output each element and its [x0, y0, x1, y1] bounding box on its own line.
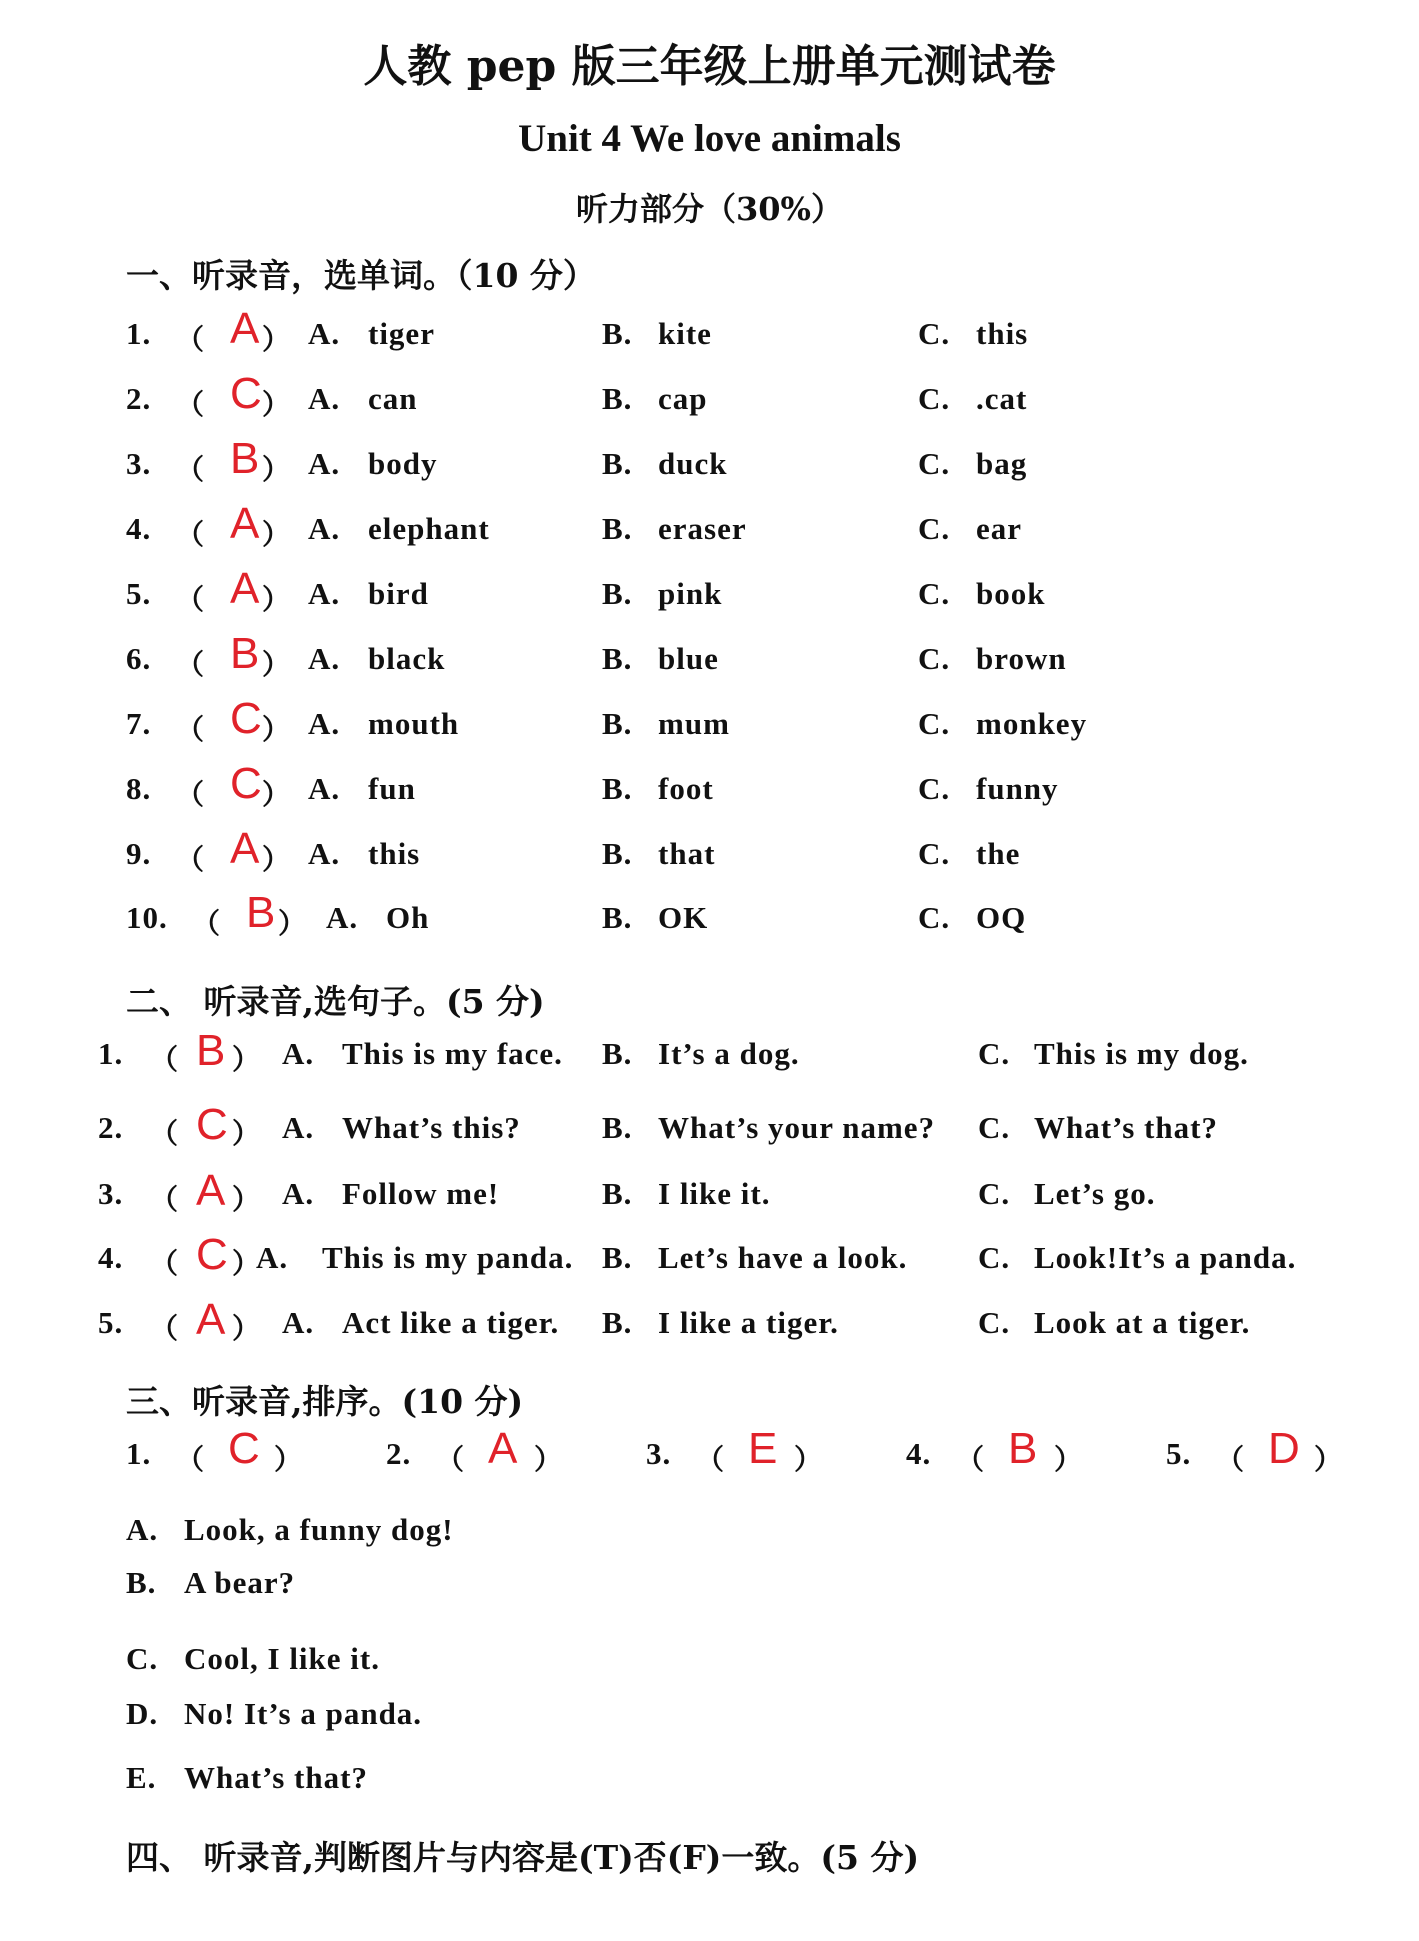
option-b-text: pink [658, 576, 723, 611]
option-a-label: A. [308, 446, 341, 481]
option-b-label: B. [602, 511, 633, 546]
answer-mark: B [230, 629, 260, 678]
option-a-label: A. [282, 1110, 315, 1145]
sequence-option-label: B. [126, 1565, 157, 1600]
open-paren: （ [150, 1247, 179, 1280]
close-paren: ） [232, 1117, 261, 1150]
section1-heading: 一、听录音，选单词。（10 分） [126, 256, 596, 295]
option-b-text: kite [658, 316, 712, 351]
open-paren: （ [176, 453, 205, 486]
close-paren: ） [262, 453, 291, 486]
option-a-label: A. [256, 1240, 289, 1275]
option-a-label: A. [308, 316, 341, 351]
option-a-label: A. [282, 1036, 315, 1071]
option-a-label: A. [308, 771, 341, 806]
sequence-option-label: A. [126, 1512, 159, 1547]
question-number: 4. [98, 1240, 124, 1275]
option-a-text: Act like a tiger. [342, 1305, 560, 1340]
option-c-text: brown [976, 641, 1067, 676]
open-paren: （ [176, 583, 205, 616]
option-b-label: B. [602, 836, 633, 871]
question-number: 9. [126, 836, 152, 871]
answer-mark: A [230, 824, 260, 873]
option-a-label: A. [282, 1305, 315, 1340]
option-b-label: B. [602, 641, 633, 676]
option-c-text: ear [976, 511, 1023, 546]
option-c-label: C. [978, 1176, 1011, 1211]
option-a-label: A. [308, 706, 341, 741]
option-a-text: elephant [368, 511, 490, 546]
close-paren: ） [232, 1183, 261, 1216]
question-number: 2. [98, 1110, 124, 1145]
option-b-label: B. [602, 316, 633, 351]
sequence-option-label: C. [126, 1641, 159, 1676]
option-c-label: C. [978, 1036, 1011, 1071]
question-number: 6. [126, 641, 152, 676]
answer-mark: E [748, 1424, 778, 1473]
open-paren: （ [176, 843, 205, 876]
option-c-label: C. [918, 381, 951, 416]
option-c-label: C. [918, 706, 951, 741]
sequence-option-text: Cool, I like it. [184, 1641, 380, 1676]
close-paren: ） [1314, 1443, 1343, 1476]
open-paren: （ [956, 1443, 985, 1476]
option-c-label: C. [918, 641, 951, 676]
open-paren: （ [176, 713, 205, 746]
option-b-text: that [658, 836, 716, 871]
open-paren: （ [150, 1312, 179, 1345]
option-b-label: B. [602, 706, 633, 741]
option-b-label: B. [602, 381, 633, 416]
question-number: 5. [98, 1305, 124, 1340]
section4-heading: 四、 听录音,判断图片与内容是(T)否(F)一致。(5 分) [126, 1838, 920, 1877]
sequence-option-text: What’s that? [184, 1760, 368, 1795]
question-number: 2. [126, 381, 152, 416]
sequence-option-label: E. [126, 1760, 157, 1795]
answer-mark: C [230, 369, 262, 418]
option-b-text: It’s a dog. [658, 1036, 800, 1071]
option-c-text: funny [976, 771, 1059, 806]
option-b-label: B. [602, 1176, 633, 1211]
answer-mark: A [196, 1295, 226, 1344]
open-paren: （ [1216, 1443, 1245, 1476]
option-a-text: black [368, 641, 446, 676]
answer-mark: B [246, 888, 276, 937]
option-b-label: B. [602, 576, 633, 611]
answer-mark: C [228, 1424, 260, 1473]
close-paren: ） [1054, 1443, 1083, 1476]
option-a-label: A. [308, 511, 341, 546]
option-b-label: B. [602, 900, 633, 935]
question-number: 4. [126, 511, 152, 546]
option-c-label: C. [918, 576, 951, 611]
option-c-label: C. [918, 836, 951, 871]
close-paren: ） [262, 583, 291, 616]
close-paren: ） [534, 1443, 563, 1476]
option-b-label: B. [602, 771, 633, 806]
option-a-text: This is my panda. [322, 1240, 574, 1275]
option-c-text: Look at a tiger. [1034, 1305, 1251, 1340]
close-paren: ） [262, 518, 291, 551]
answer-mark: A [196, 1166, 226, 1215]
option-c-text: Look!It’s a panda. [1034, 1240, 1297, 1275]
open-paren: （ [150, 1043, 179, 1076]
answer-mark: B [1008, 1424, 1038, 1473]
option-b-text: OK [658, 900, 709, 935]
option-c-text: What’s that? [1034, 1110, 1218, 1145]
option-a-text: What’s this? [342, 1110, 521, 1145]
option-c-label: C. [918, 316, 951, 351]
sequence-option-label: D. [126, 1696, 159, 1731]
option-a-text: This is my face. [342, 1036, 563, 1071]
answer-mark: B [230, 434, 260, 483]
option-c-label: C. [918, 900, 951, 935]
option-b-label: B. [602, 1240, 633, 1275]
answer-mark: C [230, 759, 262, 808]
open-paren: （ [176, 648, 205, 681]
close-paren: ） [262, 648, 291, 681]
answer-mark: C [230, 694, 262, 743]
unit-title: Unit 4 We love animals [518, 117, 901, 160]
option-b-text: I like a tiger. [658, 1305, 839, 1340]
question-number: 3. [98, 1176, 124, 1211]
option-a-label: A. [282, 1176, 315, 1211]
option-b-text: duck [658, 446, 728, 481]
order-number: 5. [1166, 1436, 1192, 1471]
option-b-text: blue [658, 641, 719, 676]
order-number: 4. [906, 1436, 932, 1471]
option-b-text: I like it. [658, 1176, 771, 1211]
option-c-text: book [976, 576, 1046, 611]
sequence-option-text: A bear? [184, 1565, 296, 1600]
answer-mark: A [488, 1424, 518, 1473]
order-number: 2. [386, 1436, 412, 1471]
option-a-text: body [368, 446, 438, 481]
close-paren: ） [262, 323, 291, 356]
answer-mark: B [196, 1026, 226, 1075]
option-a-label: A. [308, 576, 341, 611]
open-paren: （ [176, 388, 205, 421]
question-number: 5. [126, 576, 152, 611]
option-c-text: .cat [976, 381, 1028, 416]
option-c-text: bag [976, 446, 1028, 481]
option-a-label: A. [308, 641, 341, 676]
option-a-label: A. [308, 836, 341, 871]
option-b-text: mum [658, 706, 730, 741]
option-b-label: B. [602, 1305, 633, 1340]
option-b-text: Let’s have a look. [658, 1240, 908, 1275]
option-a-text: Follow me! [342, 1176, 500, 1211]
option-a-label: A. [308, 381, 341, 416]
option-c-label: C. [918, 446, 951, 481]
option-c-text: This is my dog. [1034, 1036, 1249, 1071]
question-number: 7. [126, 706, 152, 741]
option-c-text: Let’s go. [1034, 1176, 1156, 1211]
section2-heading: 二、 听录音,选句子。(5 分) [126, 982, 545, 1021]
question-number: 3. [126, 446, 152, 481]
answer-mark: A [230, 499, 260, 548]
open-paren: （ [192, 907, 221, 940]
option-a-text: mouth [368, 706, 460, 741]
close-paren: ） [262, 778, 291, 811]
option-a-label: A. [326, 900, 359, 935]
close-paren: ） [278, 907, 307, 940]
page-title: 人教 pep 版三年级上册单元测试卷 [363, 41, 1056, 92]
question-number: 1. [98, 1036, 124, 1071]
order-number: 3. [646, 1436, 672, 1471]
close-paren: ） [232, 1043, 261, 1076]
open-paren: （ [176, 323, 205, 356]
close-paren: ） [232, 1312, 261, 1345]
option-a-text: this [368, 836, 421, 871]
sequence-option-text: No! It’s a panda. [184, 1696, 423, 1731]
answer-mark: C [196, 1230, 228, 1279]
open-paren: （ [176, 778, 205, 811]
open-paren: （ [176, 1443, 205, 1476]
close-paren: ） [262, 388, 291, 421]
sequence-option-text: Look, a funny dog! [184, 1512, 454, 1547]
close-paren: ） [262, 713, 291, 746]
answer-mark: A [230, 304, 260, 353]
option-a-text: tiger [368, 316, 435, 351]
open-paren: （ [436, 1443, 465, 1476]
option-c-text: OQ [976, 900, 1027, 935]
open-paren: （ [150, 1117, 179, 1150]
option-b-text: eraser [658, 511, 747, 546]
question-number: 10. [126, 900, 168, 935]
open-paren: （ [176, 518, 205, 551]
order-number: 1. [126, 1436, 152, 1471]
open-paren: （ [696, 1443, 725, 1476]
option-a-text: fun [368, 771, 416, 806]
option-b-text: cap [658, 381, 708, 416]
close-paren: ） [794, 1443, 823, 1476]
option-c-label: C. [918, 511, 951, 546]
option-a-text: bird [368, 576, 429, 611]
option-c-label: C. [978, 1240, 1011, 1275]
part-title: 听力部分（30%） [576, 190, 843, 228]
option-c-text: monkey [976, 706, 1088, 741]
question-number: 8. [126, 771, 152, 806]
option-c-label: C. [978, 1110, 1011, 1145]
option-b-text: What’s your name? [658, 1110, 936, 1145]
question-number: 1. [126, 316, 152, 351]
close-paren: ） [262, 843, 291, 876]
option-c-text: this [976, 316, 1029, 351]
option-a-text: can [368, 381, 418, 416]
option-c-text: the [976, 836, 1021, 871]
section3-heading: 三、听录音,排序。(10 分) [126, 1382, 524, 1421]
option-c-label: C. [978, 1305, 1011, 1340]
option-b-label: B. [602, 1110, 633, 1145]
option-c-label: C. [918, 771, 951, 806]
option-b-text: foot [658, 771, 714, 806]
close-paren: ） [232, 1247, 261, 1280]
answer-mark: C [196, 1100, 228, 1149]
option-b-label: B. [602, 446, 633, 481]
open-paren: （ [150, 1183, 179, 1216]
answer-mark: A [230, 564, 260, 613]
close-paren: ） [274, 1443, 303, 1476]
answer-mark: D [1268, 1424, 1300, 1473]
option-a-text: Oh [386, 900, 430, 935]
option-b-label: B. [602, 1036, 633, 1071]
